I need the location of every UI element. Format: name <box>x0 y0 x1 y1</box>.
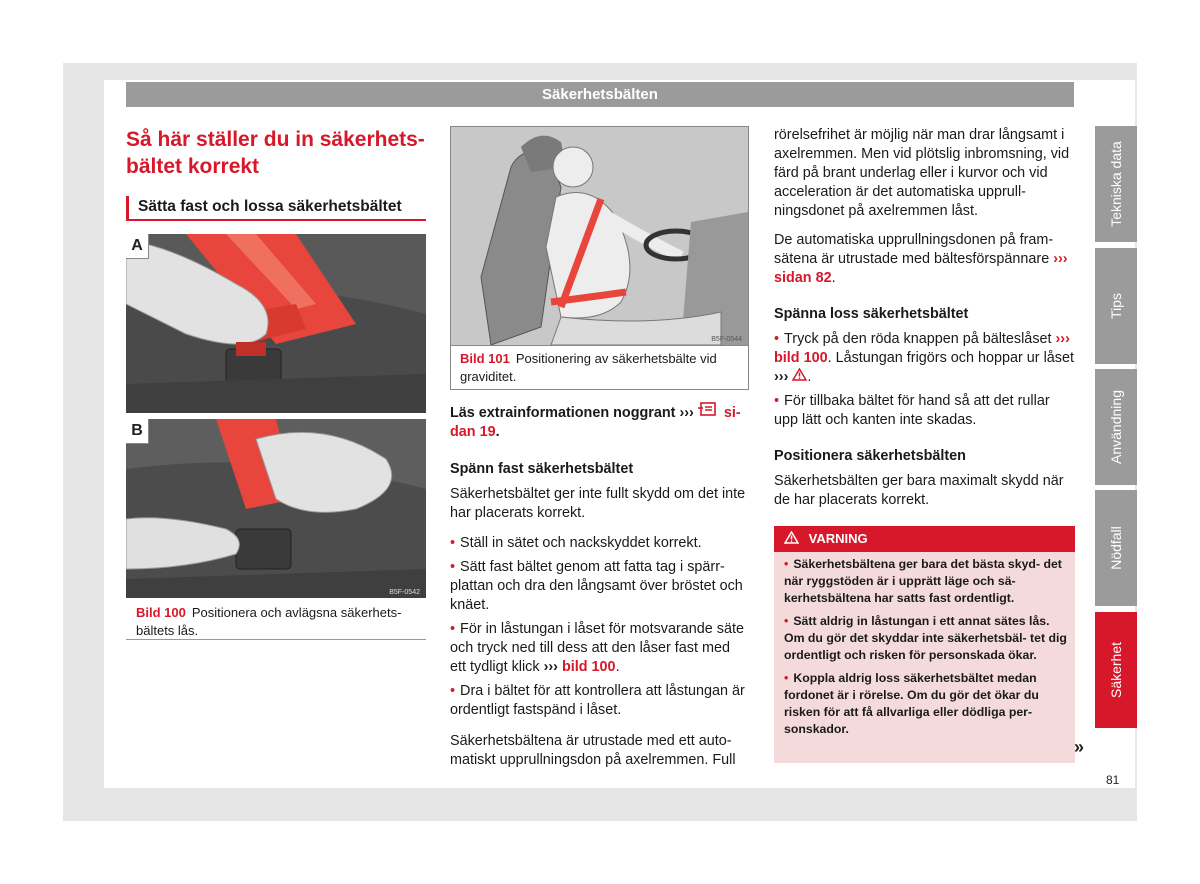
seatbelt-buckle-illustration-b <box>126 419 426 598</box>
tab-label: Tekniska data <box>1108 141 1124 227</box>
figure-link[interactable]: bild 100 <box>561 659 616 675</box>
list-item: • Sätt fast bältet genom att fatta tag i spärr- plattan och dra den långsamt över bröstet och knäet. <box>450 558 749 615</box>
paragraph: Säkerhetsbälten ger bara maximalt skydd när de har placerats korrekt. <box>774 473 1064 508</box>
tab-label: Nödfall <box>1108 526 1124 570</box>
read-more-text: Läs extrainformationen noggrant ››› <box>450 405 694 421</box>
side-tab-tekniska-data[interactable] <box>1095 126 1137 242</box>
list-item-text: . Låstungan frigörs och hoppar ur låset <box>827 350 1074 366</box>
figure-letter-b: B <box>126 419 149 444</box>
arrow-marker: ››› <box>774 369 789 385</box>
paragraph: rörelsefrihet är möjlig när man drar långsamt i axelremmen. Men vid plötslig inbromsning, vid färd på brant underlag eller i kurvor och vid acceleration är det automatiska upprull- ningsdonet på axelremmen låst. <box>774 127 1070 219</box>
warning-triangle-icon <box>784 531 799 546</box>
tab-label: Säkerhet <box>1108 641 1124 699</box>
punctuation: . <box>831 270 836 286</box>
heading-fasten: Spänn fast säkerhetsbältet <box>450 461 634 477</box>
arrow-marker: ››› <box>543 659 558 675</box>
warning-header <box>774 526 1075 552</box>
tab-label: Användning <box>1108 390 1124 464</box>
caption-figure-101 <box>450 346 749 390</box>
page-link[interactable]: ››› sidan 82 <box>774 251 1068 286</box>
figure-code: B5F-0544 <box>711 336 742 343</box>
punctuation: . <box>615 659 620 675</box>
continue-mark: » <box>1074 737 1085 757</box>
subsection-title: Sätta fast och lossa säkerhetsbältet <box>126 196 426 221</box>
paragraph <box>774 231 1075 288</box>
page-link[interactable]: si- dan 19 <box>450 405 741 440</box>
figure-100-a <box>126 234 426 413</box>
figure-link[interactable]: ››› bild 100 <box>774 331 1070 366</box>
page-number: 81 <box>1106 773 1120 787</box>
caption-text: Positionera och avlägsna säkerhets- bältets lås. <box>136 605 402 638</box>
paragraph-text: De automatiska upprullningsdonen på fram- sätena är utrustade med bältesförspännare <box>774 232 1054 267</box>
list-item: • Ställ in sätet och nackskyddet korrekt. <box>450 534 749 553</box>
middle-column <box>450 402 749 770</box>
warning-item: • Koppla aldrig loss säkerhetsbältet medan fordonet är i rörelse. Om du gör det ökar du risken för att få allvarliga eller dödliga per- sonskador. <box>784 670 1067 738</box>
pregnant-driver-illustration <box>451 127 748 345</box>
list-item: • Dra i bältet för att kontrollera att låstungan är ordentligt fastspänd i låset. <box>450 682 749 720</box>
warning-body <box>774 552 1075 738</box>
list-item <box>774 330 1075 387</box>
punctuation: . <box>807 369 812 385</box>
intro-paragraph: Säkerhetsbältet ger inte fullt skydd om det inte har placerats korrekt. <box>450 486 746 521</box>
caption-figure-100 <box>126 598 426 640</box>
figure-101 <box>450 126 749 346</box>
heading-position: Positionera säkerhetsbälten <box>774 448 966 464</box>
punctuation: . <box>495 424 500 440</box>
caption-label: Bild 101 <box>460 351 510 366</box>
warning-item: • Säkerhetsbältena ger bara det bästa skyd- det när ryggstöden är i upprätt läge och sä- kerhetsbältena har satts fast ordentligt. <box>784 556 1067 607</box>
heading-release: Spänna loss säkerhetsbältet <box>774 306 969 322</box>
figure-code: B5F-0542 <box>389 589 420 596</box>
caption-text: Positionering av säkerhetsbälte vid graviditet. <box>460 351 717 384</box>
warning-box <box>774 526 1075 763</box>
side-tab-sakerhet[interactable] <box>1095 612 1137 728</box>
warning-title: VARNING <box>808 531 868 546</box>
list-item: • För tillbaka bältet för hand så att det rullar upp lätt och kanten inte skadas. <box>774 392 1075 430</box>
chapter-header: Säkerhetsbälten <box>126 82 1074 107</box>
page-reference-icon <box>698 405 720 421</box>
figure-letter-a: A <box>126 234 149 259</box>
side-tab-tips[interactable] <box>1095 248 1137 364</box>
list-item-text: Tryck på den röda knappen på bälteslåset <box>784 331 1052 347</box>
outro-paragraph: Säkerhetsbältena är utrustade med ett auto- matiskt upprullningsdon på axelremmen. Full <box>450 733 736 768</box>
side-tab-nodfall[interactable] <box>1095 490 1137 606</box>
side-tab-anvandning[interactable] <box>1095 369 1137 485</box>
figure-100-b <box>126 419 426 598</box>
warning-triangle-icon[interactable] <box>792 369 807 385</box>
right-column <box>774 126 1075 510</box>
list-item-text: För in låstungan i låset för motsvarande säte och tryck ned till dess att den låser fast med ett tydligt klick <box>450 621 745 675</box>
section-title: Så här ställer du in säkerhets- bältet korrekt <box>126 128 425 178</box>
tab-label: Tips <box>1108 293 1124 319</box>
list-item <box>450 620 749 677</box>
seatbelt-buckle-illustration-a <box>126 234 426 413</box>
caption-label: Bild 100 <box>136 605 186 620</box>
warning-item: • Sätt aldrig in låstungan i ett annat sätes lås. Om du gör det skyddar inte säkerhetsbäl- tet dig ordentligt och risken för personskada ökar. <box>784 613 1067 664</box>
